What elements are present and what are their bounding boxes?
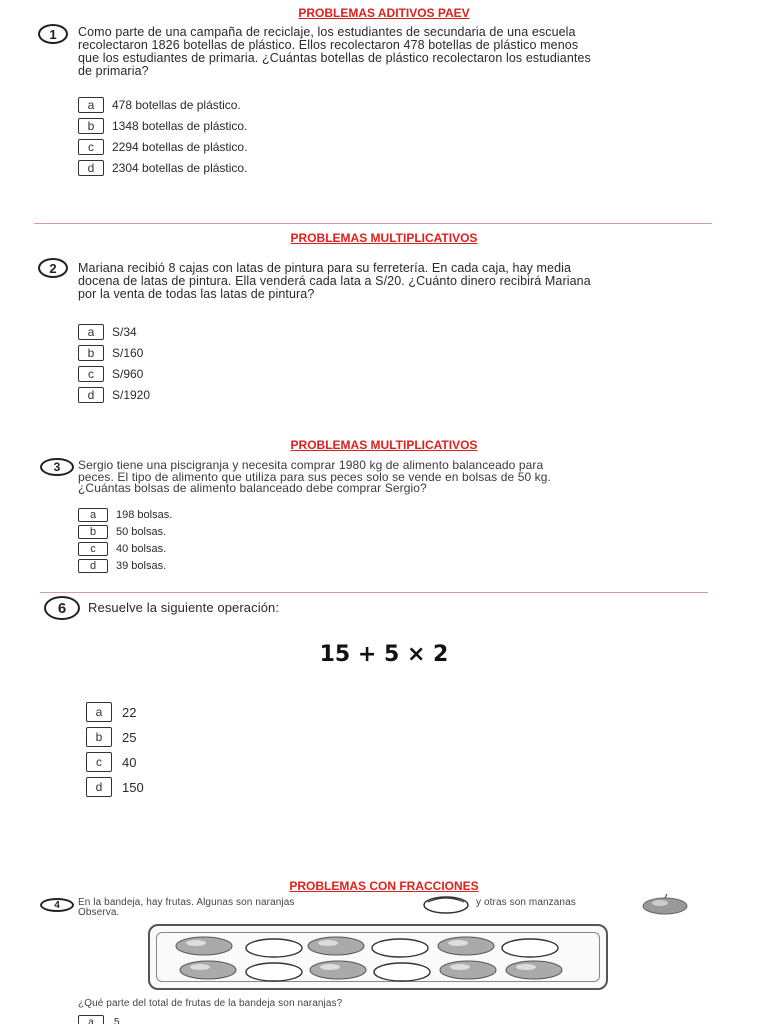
option-letter-box: a <box>78 508 108 522</box>
question-1-options <box>78 95 247 178</box>
apple-icon <box>506 961 562 979</box>
option-text: S/160 <box>112 346 144 360</box>
section-title-fracciones: PROBLEMAS CON FRACCIONES <box>289 879 479 893</box>
question-number-4: 4 <box>40 898 74 912</box>
option-a[interactable] <box>78 95 247 115</box>
option-text: S/960 <box>112 367 144 381</box>
option-text: S/34 <box>112 325 137 339</box>
orange-icon <box>246 963 302 981</box>
question-1-text <box>78 26 591 78</box>
option-text: 22 <box>122 704 137 720</box>
option-b[interactable] <box>78 116 247 136</box>
section-divider <box>34 223 712 224</box>
operation-expression: 15 + 5 × 2 <box>319 642 449 667</box>
option-letter-box: a <box>78 324 104 340</box>
apple-icon <box>640 893 690 915</box>
section-divider <box>40 592 708 593</box>
option-letter-box: d <box>78 559 108 573</box>
option-b[interactable] <box>78 524 172 540</box>
option-text: 39 bolsas. <box>116 560 167 572</box>
option-text: 50 bolsas. <box>116 526 167 538</box>
question-2-line: por la venta de todas las latas de pintura? <box>78 287 315 301</box>
option-text: 40 bolsas. <box>116 543 167 555</box>
orange-icon <box>246 939 302 957</box>
apple-icon <box>438 937 494 955</box>
option-text: 1348 botellas de plástico. <box>112 119 248 133</box>
question-4-line-1b: y otras son manzanas <box>476 897 576 908</box>
question-number-3: 3 <box>40 458 74 476</box>
question-3-line: peces. El tipo de alimento que utiliza para sus peces solo se vende en bolsas de 50 kg. <box>78 469 551 484</box>
option-letter-box: a <box>78 97 104 113</box>
option-a[interactable] <box>78 322 150 342</box>
question-3-text <box>78 460 551 495</box>
option-text: 478 botellas de plástico. <box>112 98 241 112</box>
question-6-text: Resuelve la siguiente operación: <box>88 600 280 615</box>
question-number-6: 6 <box>44 596 80 620</box>
apple-icon <box>440 961 496 979</box>
question-1-line: de primaria? <box>78 64 149 78</box>
option-a[interactable] <box>78 507 172 523</box>
option-letter-box: c <box>78 366 104 382</box>
option-letter-box: c <box>78 139 104 155</box>
option-text: 5 <box>114 1016 120 1024</box>
option-d[interactable] <box>78 385 150 405</box>
question-2-text <box>78 262 591 301</box>
option-letter-box: d <box>86 777 112 797</box>
option-letter-box: b <box>78 118 104 134</box>
option-text: S/1920 <box>112 388 151 402</box>
question-number-2: 2 <box>38 258 68 278</box>
option-letter-box: d <box>78 387 104 403</box>
option-a[interactable] <box>78 1015 120 1024</box>
option-d[interactable] <box>78 158 247 178</box>
option-text: 2294 botellas de plástico. <box>112 140 248 154</box>
question-2-line: docena de latas de pintura. Ella venderá cada lata a S/20. ¿Cuánto dinero recibirá Mariana <box>78 274 591 288</box>
option-letter-box: c <box>86 752 112 772</box>
option-d[interactable] <box>78 558 172 574</box>
apple-icon <box>176 937 232 955</box>
question-3-options <box>78 507 172 574</box>
option-letter-box: d <box>78 160 104 176</box>
question-2-line: Mariana recibió 8 cajas con latas de pintura para su ferretería. En cada caja, hay media <box>78 261 572 275</box>
orange-icon <box>502 939 558 957</box>
option-d[interactable] <box>86 775 144 799</box>
apple-icon <box>180 961 236 979</box>
option-letter-box: c <box>78 542 108 556</box>
option-b[interactable] <box>78 343 150 363</box>
option-c[interactable] <box>86 750 144 774</box>
fruit-tray <box>148 924 608 990</box>
section-title-multiplicativos: PROBLEMAS MULTIPLICATIVOS <box>290 438 478 452</box>
apple-icon <box>310 961 366 979</box>
orange-icon <box>374 963 430 981</box>
question-number-1: 1 <box>38 24 68 44</box>
option-text: 150 <box>122 779 144 795</box>
option-b[interactable] <box>86 725 144 749</box>
option-text: 2304 botellas de plástico. <box>112 161 248 175</box>
question-1-line: que los estudiantes de primaria. ¿Cuántas botellas de plástico recolectaron los estudiantes <box>78 51 591 65</box>
question-2-options <box>78 322 150 405</box>
option-c[interactable] <box>78 137 247 157</box>
option-letter-box: b <box>78 345 104 361</box>
option-c[interactable] <box>78 541 172 557</box>
option-a[interactable] <box>86 700 144 724</box>
option-text: 198 bolsas. <box>116 509 173 521</box>
question-3-line: Sergio tiene una piscigranja y necesita comprar 1980 kg de alimento balanceado para <box>78 458 544 472</box>
option-letter-box: a <box>86 702 112 722</box>
question-6-options <box>86 700 144 799</box>
fruit-illustration <box>150 926 610 992</box>
question-3-line: ¿Cuántas bolsas de alimento balanceado debe comprar Sergio? <box>78 481 427 495</box>
orange-icon <box>422 894 470 914</box>
question-4-prompt: ¿Qué parte del total de frutas de la bandeja son naranjas? <box>78 998 343 1009</box>
question-1-line: Como parte de una campaña de reciclaje, los estudiantes de secundaria de una escuela <box>78 25 576 39</box>
section-title-aditivos: PROBLEMAS ADITIVOS PAEV <box>298 6 470 20</box>
orange-icon <box>372 939 428 957</box>
question-1-line: recolectaron 1826 botellas de plástico. Ellos recolectaron 478 botellas de plástico menos <box>78 38 579 52</box>
option-letter-box: b <box>86 727 112 747</box>
apple-icon <box>308 937 364 955</box>
question-4-line-1a: En la bandeja, hay frutas. Algunas son naranjas <box>78 897 295 908</box>
option-letter-box: b <box>78 525 108 539</box>
section-title-multiplicativos: PROBLEMAS MULTIPLICATIVOS <box>290 231 478 245</box>
option-c[interactable] <box>78 364 150 384</box>
option-text: 40 <box>122 754 137 770</box>
option-letter-box: a <box>78 1015 104 1024</box>
option-text: 25 <box>122 729 137 745</box>
question-4-line-2: Observa. <box>78 907 120 918</box>
